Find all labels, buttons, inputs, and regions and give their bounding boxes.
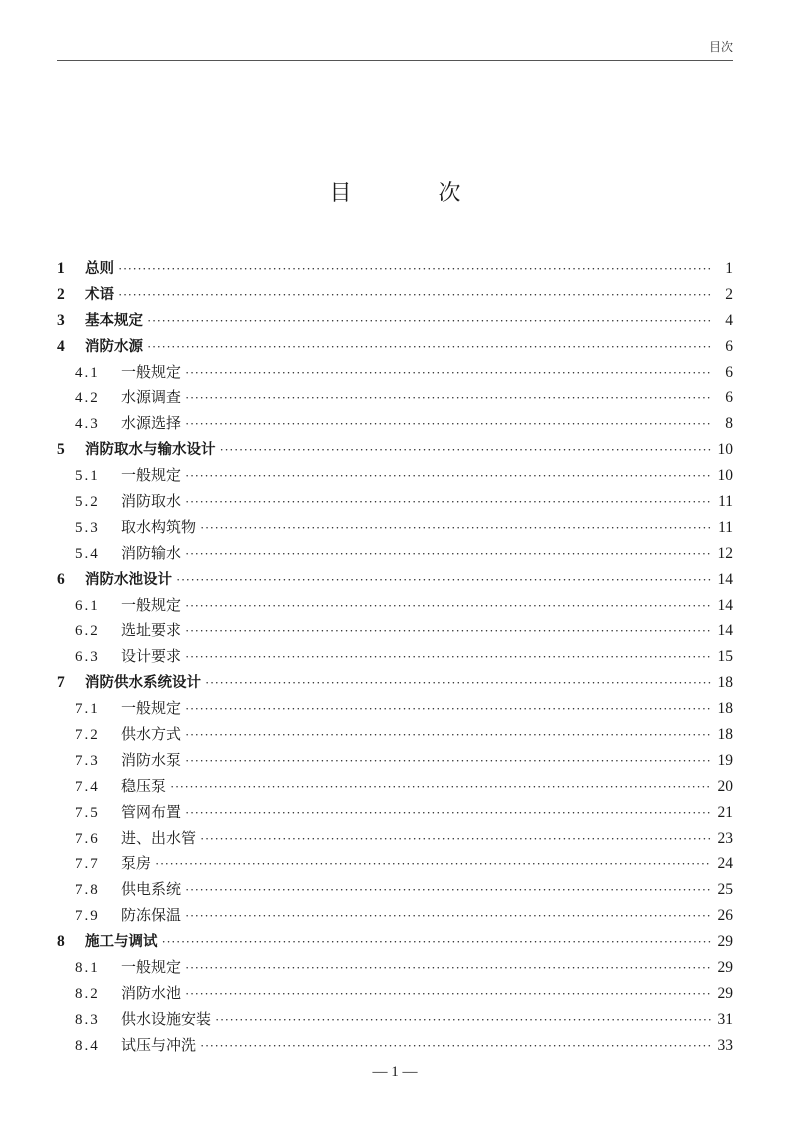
toc-entry-number: 6.3	[75, 649, 100, 666]
toc-entry-label: 水源调查	[121, 388, 182, 407]
toc-dot-leader	[200, 515, 711, 541]
toc-entry-label: 消防供水系统设计	[85, 675, 201, 692]
toc-dot-leader	[200, 826, 711, 852]
toc-entry-number: 8.3	[75, 1011, 100, 1028]
toc-entry-number: 1	[57, 260, 65, 277]
toc-entry-label: 一般规定	[121, 958, 182, 977]
toc-entry-page: 24	[717, 855, 733, 873]
toc-entry-page: 19	[717, 751, 733, 769]
toc-dot-leader	[185, 541, 711, 567]
toc-entry-number: 8.2	[75, 985, 100, 1002]
toc-entry-number: 6.2	[75, 623, 100, 640]
page-title: 目 次	[329, 181, 501, 206]
toc-section-entry[interactable]	[57, 618, 733, 644]
toc-entry-label: 供电系统	[121, 880, 182, 899]
toc-entry-page: 14	[717, 622, 733, 640]
header-rule	[57, 60, 733, 61]
toc-section-entry[interactable]	[57, 360, 733, 386]
toc-entry-number: 8	[57, 933, 65, 951]
toc-entry-label: 供水设施安装	[121, 1009, 212, 1028]
toc-entry-page: 1	[725, 260, 733, 277]
toc-chapter-entry[interactable]	[57, 308, 733, 334]
toc-section-entry[interactable]	[57, 903, 733, 929]
toc-section-entry[interactable]	[57, 696, 733, 722]
toc-entry-label: 总则	[85, 261, 114, 277]
toc-entry-number: 5.3	[75, 519, 100, 536]
table-of-contents	[57, 256, 733, 1059]
toc-entry-page: 4	[725, 311, 733, 329]
toc-section-entry[interactable]	[57, 411, 733, 437]
toc-entry-label: 基本规定	[85, 312, 143, 329]
toc-entry-page: 6	[725, 337, 733, 355]
toc-entry-label: 消防取水	[121, 492, 182, 511]
toc-entry-page: 10	[717, 441, 733, 459]
toc-chapter-entry[interactable]	[57, 670, 733, 696]
toc-section-entry[interactable]	[57, 1033, 733, 1059]
toc-entry-label: 施工与调试	[85, 934, 158, 951]
toc-section-entry[interactable]	[57, 955, 733, 981]
toc-chapter-entry[interactable]	[57, 929, 733, 955]
toc-entry-number: 8.1	[75, 960, 100, 977]
toc-chapter-entry[interactable]	[57, 334, 733, 360]
toc-entry-label: 消防水池	[121, 983, 182, 1002]
toc-entry-number: 5.1	[75, 468, 100, 485]
toc-entry-page: 29	[717, 933, 733, 951]
toc-entry-page: 29	[717, 984, 733, 1002]
toc-entry-number: 3	[57, 311, 65, 329]
toc-entry-label: 一般规定	[121, 362, 182, 381]
toc-section-entry[interactable]	[57, 385, 733, 411]
toc-dot-leader	[220, 437, 712, 463]
toc-entry-page: 23	[717, 829, 733, 847]
toc-entry-label: 术语	[85, 286, 114, 303]
toc-entry-page: 11	[718, 518, 733, 536]
toc-section-entry[interactable]	[57, 1007, 733, 1033]
toc-dot-leader	[205, 670, 711, 696]
toc-entry-label: 管网布置	[121, 802, 182, 821]
toc-section-entry[interactable]	[57, 877, 733, 903]
toc-dot-leader	[155, 851, 711, 877]
toc-dot-leader	[185, 644, 711, 670]
toc-entry-label: 消防输水	[121, 543, 182, 562]
toc-dot-leader	[185, 360, 711, 386]
toc-entry-label: 泵房	[121, 854, 152, 873]
toc-entry-page: 25	[717, 881, 733, 899]
toc-entry-number: 6.1	[75, 597, 100, 614]
toc-entry-number: 7.3	[75, 752, 100, 769]
toc-entry-number: 5.2	[75, 494, 100, 511]
toc-entry-page: 18	[717, 674, 733, 692]
toc-entry-label: 选址要求	[121, 621, 182, 640]
toc-chapter-entry[interactable]	[57, 256, 733, 282]
toc-entry-page: 10	[717, 467, 733, 485]
toc-section-entry[interactable]	[57, 463, 733, 489]
toc-section-entry[interactable]	[57, 515, 733, 541]
toc-dot-leader	[118, 256, 711, 282]
toc-entry-number: 6	[57, 570, 65, 588]
toc-entry-number: 5.4	[75, 545, 100, 562]
toc-entry-label: 试压与冲洗	[121, 1035, 197, 1054]
toc-entry-page: 11	[718, 493, 733, 511]
toc-entry-page: 12	[717, 544, 733, 562]
toc-entry-label: 消防水泵	[121, 750, 182, 769]
toc-entry-page: 26	[717, 907, 733, 925]
toc-entry-page: 18	[717, 726, 733, 744]
toc-entry-page: 29	[717, 959, 733, 977]
toc-entry-number: 4	[57, 337, 65, 355]
toc-dot-leader	[185, 696, 711, 722]
toc-entry-number: 7.7	[75, 856, 100, 873]
toc-dot-leader	[147, 308, 711, 334]
toc-entry-label: 一般规定	[121, 699, 182, 718]
toc-dot-leader	[170, 774, 711, 800]
toc-section-entry[interactable]	[57, 981, 733, 1007]
toc-entry-label: 进、出水管	[121, 828, 197, 847]
toc-dot-leader	[185, 748, 711, 774]
toc-dot-leader	[147, 334, 711, 360]
toc-section-entry[interactable]	[57, 748, 733, 774]
toc-entry-number: 7.4	[75, 778, 100, 795]
toc-dot-leader	[185, 593, 711, 619]
toc-entry-number: 7	[57, 674, 65, 692]
toc-entry-number: 4.1	[75, 364, 100, 381]
toc-entry-page: 14	[717, 596, 733, 614]
toc-dot-leader	[162, 929, 712, 955]
toc-entry-number: 8.4	[75, 1037, 100, 1054]
running-head-title: 目次	[708, 40, 733, 54]
toc-dot-leader	[185, 385, 711, 411]
toc-entry-number: 7.6	[75, 830, 100, 847]
toc-entry-label: 供水方式	[121, 725, 182, 744]
toc-dot-leader	[185, 489, 711, 515]
toc-entry-number: 4.3	[75, 416, 100, 433]
toc-entry-number: 2	[57, 285, 65, 303]
toc-dot-leader	[118, 282, 711, 308]
toc-section-entry[interactable]	[57, 593, 733, 619]
toc-entry-label: 消防水源	[85, 338, 143, 355]
toc-entry-page: 15	[717, 648, 733, 666]
toc-entry-label: 取水构筑物	[121, 517, 197, 536]
toc-section-entry[interactable]	[57, 774, 733, 800]
toc-chapter-entry[interactable]	[57, 282, 733, 308]
toc-entry-label: 一般规定	[121, 466, 182, 485]
toc-dot-leader	[176, 567, 711, 593]
toc-dot-leader	[185, 877, 711, 903]
toc-entry-label: 设计要求	[121, 647, 182, 666]
toc-entry-label: 防冻保温	[121, 906, 182, 925]
toc-section-entry[interactable]	[57, 541, 733, 567]
toc-section-entry[interactable]	[57, 826, 733, 852]
toc-entry-page: 8	[725, 415, 733, 433]
toc-dot-leader	[185, 722, 711, 748]
toc-dot-leader	[185, 618, 711, 644]
toc-entry-number: 7.9	[75, 908, 100, 925]
toc-entry-number: 4.2	[75, 390, 100, 407]
toc-entry-page: 33	[717, 1036, 733, 1054]
toc-entry-page: 31	[717, 1010, 733, 1028]
toc-entry-page: 2	[725, 285, 733, 303]
toc-dot-leader	[185, 800, 711, 826]
toc-entry-label: 消防取水与输水设计	[85, 442, 216, 459]
toc-entry-number: 7.2	[75, 727, 100, 744]
toc-entry-label: 水源选择	[121, 414, 182, 433]
toc-entry-page: 20	[717, 777, 733, 795]
toc-dot-leader	[185, 903, 711, 929]
toc-section-entry[interactable]	[57, 722, 733, 748]
toc-entry-label: 消防水池设计	[85, 571, 172, 588]
toc-entry-page: 6	[725, 363, 733, 381]
toc-dot-leader	[185, 411, 711, 437]
toc-entry-number: 7.5	[75, 804, 100, 821]
toc-dot-leader	[215, 1007, 711, 1033]
toc-entry-page: 14	[717, 570, 733, 588]
toc-entry-number: 5	[57, 441, 65, 459]
toc-entry-label: 稳压泵	[121, 776, 167, 795]
toc-entry-label: 一般规定	[121, 595, 182, 614]
toc-entry-number: 7.1	[75, 701, 100, 718]
toc-section-entry[interactable]	[57, 800, 733, 826]
toc-dot-leader	[185, 981, 711, 1007]
toc-chapter-entry[interactable]	[57, 567, 733, 593]
toc-section-entry[interactable]	[57, 851, 733, 877]
page-number: — 1 —	[372, 1064, 418, 1080]
toc-section-entry[interactable]	[57, 489, 733, 515]
toc-entry-page: 21	[717, 803, 733, 821]
toc-dot-leader	[185, 463, 711, 489]
toc-dot-leader	[185, 955, 711, 981]
toc-section-entry[interactable]	[57, 644, 733, 670]
toc-dot-leader	[200, 1033, 711, 1059]
toc-entry-page: 6	[725, 389, 733, 407]
toc-entry-page: 18	[717, 700, 733, 718]
toc-chapter-entry[interactable]	[57, 437, 733, 463]
toc-entry-number: 7.8	[75, 882, 100, 899]
